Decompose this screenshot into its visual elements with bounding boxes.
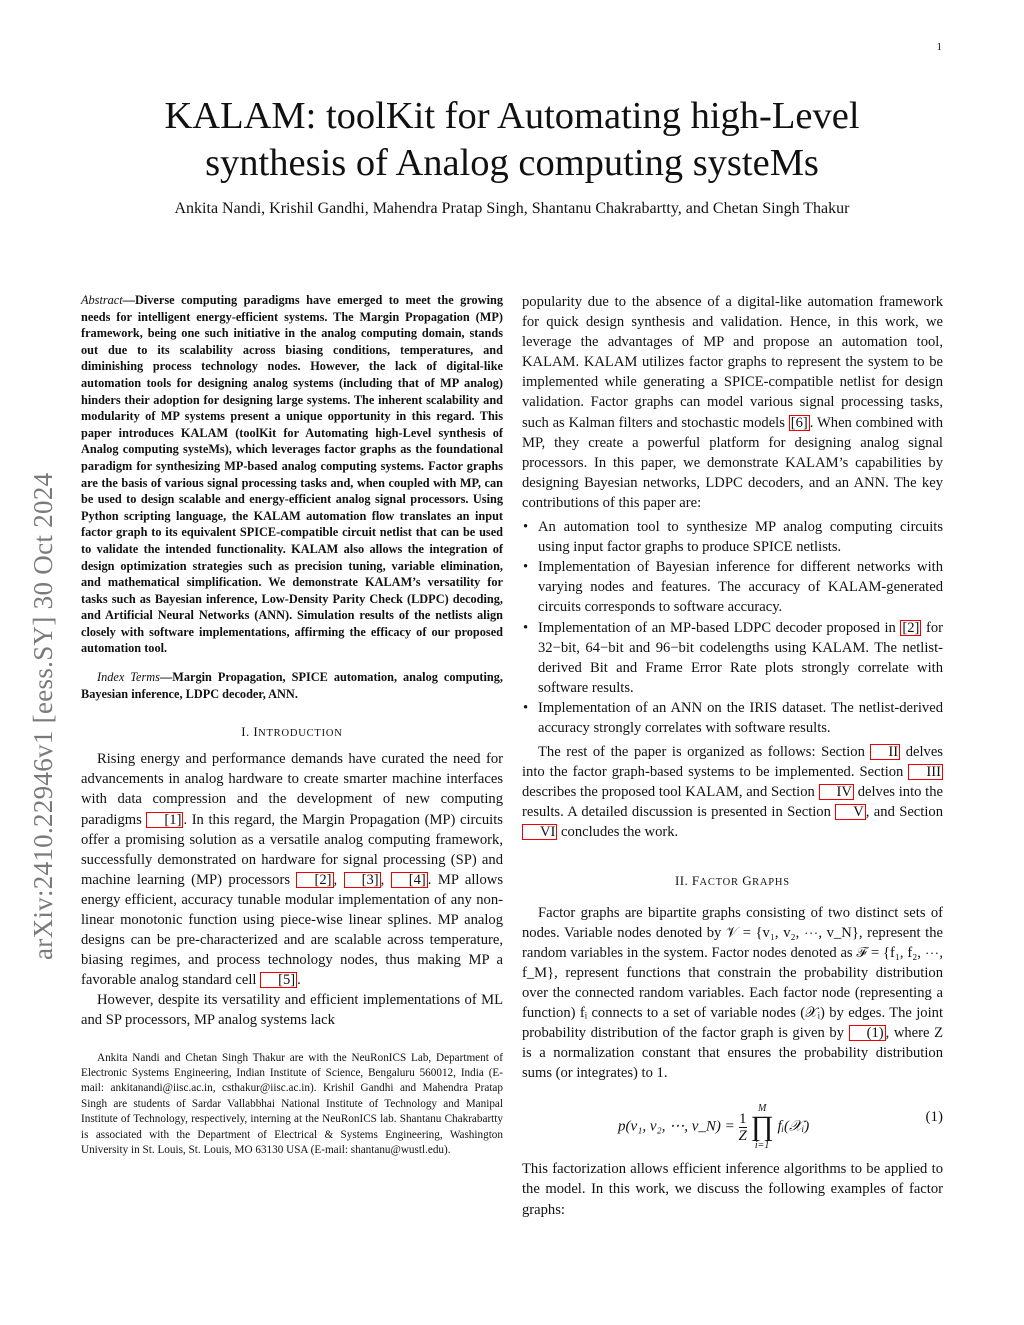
equation-ref-link-1[interactable]: (1) [849,1025,886,1041]
section-1-rest: NTRODUCTION [258,728,343,740]
org-text-e: , and Section [865,804,943,821]
section-2-rest: ACTOR [699,876,743,888]
abstract-label: Abstract [81,293,123,307]
intro-p1-text-a: Rising energy and performance demands have curated the need for advancements in analog hardware to create smarter machine interfaces with data compression and the development of new computing paradigms [81,751,503,828]
intro-paragraph-1 [81,749,503,990]
fraction-numerator: 1 [738,1110,747,1127]
citation-link-4[interactable]: [4] [391,872,428,888]
author-footnote: Ankita Nandi and Chetan Singh Thakur are with the NeuRonICS Lab, Department of Electronic Systems Engineering, Indian Institute of Science, Bengaluru 560012, India (E-mail: ankitanandi@iisc.ac.in, csthakur@iisc.ac.in). Krishil Gandhi and Mahendra Pratap Singh are students of Sardar Vallabbhai National Institute of Technology and Manipal Institute of Technology, respectively, interning at the NeuRonICS lab. Shantanu Chakrabartty is associated with the Department of Electrical & Systems Engineering, Washington University in St. Louis, St. Louis, MO 63130 USA (E-mail: shantanu@wustl.edu). [81,1051,503,1156]
factor-graph-paragraph [522,903,943,1084]
author-list: Ankita Nandi, Krishil Gandhi, Mahendra Pratap Singh, Shantanu Chakrabartty, and Chetan Singh Thakur [174,200,850,217]
section-ref-link-2[interactable]: II [870,744,900,760]
org-text-d: delves into the results. A detailed discussion is presented in Section [522,784,943,821]
contribution-3-text-a: Implementation of an MP-based LDPC decoder proposed in [538,619,901,636]
title-line-1: KALAM: toolKit for Automating high-Level [164,95,860,137]
section-ref-link-5[interactable]: V [835,804,866,820]
citation-link-6[interactable]: [6] [790,414,808,431]
index-terms-label: Index Terms [97,670,160,685]
equation-math [618,1103,809,1151]
paper-title [80,93,944,187]
title-line-2: synthesis of Analog computing systeMs [205,142,819,184]
section-heading-introduction [81,724,503,740]
section-ref-link-3[interactable]: III [908,764,943,780]
product-upper-limit: M [757,1103,767,1115]
contribution-3-text-b: for 32−bit, 64−bit and 96−bit codelengths using KALAM. The netlist-derived Bit and Frame Error Rate plots strongly correlate with software results. [538,619,943,696]
equation-1 [522,1089,943,1151]
intro-p1-sep-1: , [333,871,344,888]
equation-number: (1) [925,1109,943,1126]
equation-rhs: fᵢ(𝒳ᵢ) [777,1118,810,1135]
equation-lhs: p(v₁, v₂, ⋯, v_N) = [618,1118,735,1135]
section-ref-link-6[interactable]: VI [522,824,557,840]
section-heading-factor-graphs [522,873,943,889]
contribution-item-3 [538,618,943,698]
abstract [81,292,503,657]
section-2-rest-2: RAPHS [752,876,790,888]
contribution-item-1: • An automation tool to synthesize MP analog computing circuits using input factor graphs to produce SPICE netlists. [538,517,943,557]
equation-fraction [739,1111,747,1144]
citation-link-5[interactable]: [5] [260,972,297,988]
contribution-item-2: • Implementation of Bayesian inference for different networks with varying nodes and features. The accuracy of KALAM-generated circuits corresponds to software accuracy. [538,557,943,617]
abstract-text: —Diverse computing paradigms have emerged to meet the growing needs for intelligent energy-efficient systems. The Margin Propagation (MP) framework, being one such initiative in the analog computing domain, stands out due to its scalability across biasing conditions, temperatures, and diminishing process technology nodes. However, the lack of digital-like automation tools for designing analog systems (including that of MP analog) hinders their adoption for designing large systems. The inherent scalability and modularity of MP systems present a unique opportunity in this regard. This paper introduces KALAM (toolKit for Automating high-Level synthesis of Analog computing systeMs), which leverages factor graphs as the foundational paradigm for synthesizing MP-based analog computing systems. Factor graphs are the basis of various signal processing tasks and, when coupled with MP, can be used to design scalable and energy-efficient analog signal processors. Using Python scripting language, the KALAM automation flow translates an input factor graph to its equivalent SPICE-compatible circuit netlist that can be used to validate the intended functionality. KALAM also allows the integration of design optimization strategies such as precision tuning, variable elimination, and mathematical simplification. We demonstrate KALAM’s versatility for tasks such as Bayesian inference, Low-Density Parity Check (LDPC) decoding, and Artificial Neural Networks (ANN). Simulation results of the netlists align closely with software implementations, affirming the efficacy of our proposed automation tool. [81,293,503,656]
intro-p1-text-b: . In this regard, the Margin Propagation (MP) circuits offer a promising solution as a versatile analog computing framework, successfully demonstrated on hardware for signal processing (SP) and machine learning (MP) processors [81,811,503,888]
right-p1-text-b: . When combined with MP, they create a powerful platform for designing analog signal processors. In this paper, we demonstrate KALAM’s capabilities by designing Bayesian networks, LDPC decoders, and an ANN. The key contributions of this paper are: [522,414,943,511]
section-1-initial: I [253,724,259,740]
org-text-a: The rest of the paper is organized as follows: Section [538,744,871,761]
section-2-number: II. [675,872,692,888]
fraction-denominator: Z [738,1127,747,1144]
intro-paragraph-3 [522,292,943,513]
closing-paragraph: This factorization allows efficient inference algorithms to be applied to the model. In this work, we discuss the following examples of factor graphs: [522,1161,943,1218]
product-symbol: ∏ [750,1111,774,1143]
organization-paragraph [522,742,943,842]
contributions-list [522,517,943,738]
right-p1-text-a: popularity due to the absence of a digital-like automation framework for quick design synthesis and validation. Hence, in this work, we leverage the advantages of MP and propose an automation tool, KALAM. KALAM utilizes factor graphs to represent the system to be implemented while generating a SPICE-compatible netlist for design validation. Factor graphs can model various signal processing tasks, such as Kalman filters and stochastic models [522,294,943,431]
page-number: 1 [936,41,942,53]
section-2-initial: F [691,872,700,888]
citation-link-3[interactable]: [3] [344,872,381,888]
fg-text-b: , where Z is a normalization constant that ensures the probability distribution sums (or integrates) to 1. [522,1025,943,1082]
product-lower-limit: i=1 [754,1140,770,1152]
org-text-f: concludes the work. [557,824,679,841]
index-terms [81,669,503,702]
intro-p1-text-d: . MP allows energy efficient, accuracy tunable modular implementation of any non-linear monotonic function using piece-wise linear splines. MP analog designs can be pre-characterized and are scalable across temperature, biasing regimes, and process technology nodes, thus making MP a favorable analog standard cell [81,871,504,989]
arxiv-stamp: arXiv:2410.22946v1 [eess.SY] 30 Oct 2024 [28,472,58,960]
intro-paragraph-2: However, despite its versatility and efficient implementations of ML and SP processors, MP analog systems lack [81,992,503,1029]
intro-p1-sep-2: , [380,871,391,888]
org-text-c: describes the proposed tool KALAM, and Section [522,784,819,801]
citation-link-1[interactable]: [1] [146,812,183,828]
left-column [81,292,503,1158]
section-ref-link-4[interactable]: IV [819,784,854,800]
contribution-item-4: • Implementation of an ANN on the IRIS dataset. The netlist-derived accuracy strongly correlates with software results. [538,698,943,738]
section-1-number: I. [241,724,254,740]
citation-link-2[interactable]: [2] [296,872,333,888]
fg-text-a: Factor graphs are bipartite graphs consisting of two distinct sets of nodes. Variable nodes denoted by 𝒱 = {v₁, v₂, ⋯, v_N}, represent the random variables in the system. Factor nodes denoted as ℱ = {f₁, f₂, ⋯, f_M}, represent functions that constrain the probability distribution over the connected random variables. Each factor node (representing a function) fᵢ connects to a set of variable nodes (𝒳ᵢ) by edges. The joint probability distribution of the factor graph is given by [522,904,943,1042]
section-2-initial-2: G [742,872,753,888]
citation-link-2b[interactable]: [2] [902,619,920,636]
product-operator [751,1103,774,1151]
intro-p1-text-e: . [297,972,301,989]
right-column [522,292,943,1220]
index-terms-text: —Margin Propagation, SPICE automation, analog computing, Bayesian inference, LDPC decoder, ANN. [81,670,503,701]
org-text-b: delves into the factor graph-based systems to be implemented. Section [522,744,943,781]
